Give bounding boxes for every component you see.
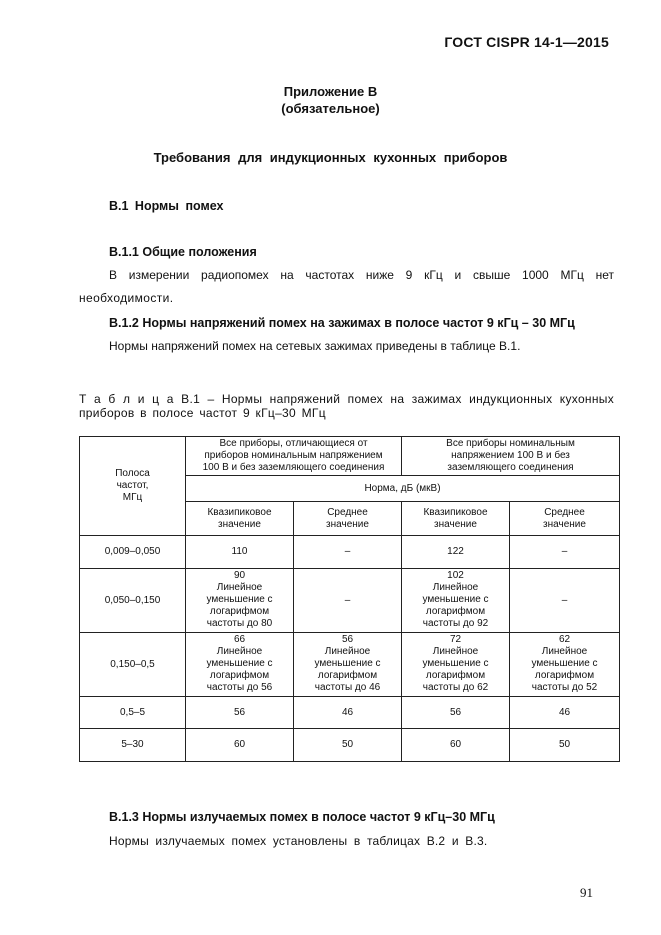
table-row (80, 729, 620, 762)
subheader-average-1: Среднее значение (294, 502, 402, 536)
cell-value: 56 (402, 697, 510, 729)
table-row (80, 569, 620, 633)
cell-frequency: 0,009–0,050 (80, 536, 186, 569)
cell-value: 46 (294, 697, 402, 729)
cell-value: 66 Линейное уменьшение с логарифмом частоты до 56 (186, 633, 294, 697)
table-row (80, 536, 620, 569)
section-title: Требования для индукционных кухонных приборов (153, 150, 508, 165)
cell-value: 72 Линейное уменьшение с логарифмом частоты до 62 (402, 633, 510, 697)
cell-value: 56 Линейное уменьшение с логарифмом частоты до 46 (294, 633, 402, 697)
header-frequency-band: Полоса частот, МГц (80, 437, 186, 536)
subheader-quasipeak-1: Квазипиковое значение (186, 502, 294, 536)
heading-b13: В.1.3 Нормы излучаемых помех в полосе частот 9 кГц–30 МГц (109, 810, 495, 824)
annex-status: (обязательное) (281, 101, 380, 116)
cell-value: – (294, 536, 402, 569)
table-row (80, 633, 620, 697)
cell-value: – (510, 569, 620, 633)
cell-value: 90 Линейное уменьшение с логарифмом частоты до 80 (186, 569, 294, 633)
cell-value: – (510, 536, 620, 569)
paragraph-b12: Нормы напряжений помех на сетевых зажимах приведены в таблице В.1. (109, 339, 521, 353)
cell-value: 56 (186, 697, 294, 729)
cell-frequency: 0,5–5 (80, 697, 186, 729)
header-group-other-devices: Все приборы, отличающиеся от приборов номинальным напряжением 100 В и без заземляющего соединения (186, 437, 402, 476)
cell-value: 50 (294, 729, 402, 762)
cell-value: 122 (402, 536, 510, 569)
subheader-quasipeak-2: Квазипиковое значение (402, 502, 510, 536)
page-number: 91 (580, 885, 593, 900)
paragraph-b13: Нормы излучаемых помех установлены в таблицах В.2 и В.3. (109, 834, 488, 848)
cell-frequency: 5–30 (80, 729, 186, 762)
cell-value: 110 (186, 536, 294, 569)
document-header-id: ГОСТ CISPR 14-1—2015 (444, 34, 609, 50)
subheader-average-2: Среднее значение (510, 502, 620, 536)
cell-value: 46 (510, 697, 620, 729)
cell-value: 60 (402, 729, 510, 762)
table-caption-line2: приборов в полосе частот 9 кГц–30 МГц (79, 406, 326, 420)
cell-value: 50 (510, 729, 620, 762)
cell-value: 60 (186, 729, 294, 762)
cell-frequency: 0,150–0,5 (80, 633, 186, 697)
heading-b11: В.1.1 Общие положения (109, 245, 257, 259)
paragraph-b11-line2: необходимости. (79, 291, 174, 305)
paragraph-b11-line1: В измерении радиопомех на частотах ниже 9 кГц и свыше 1000 МГц нет (109, 268, 614, 282)
table-caption-line1: Т а б л и ц а В.1 – Нормы напряжений помех на зажимах индукционных кухонных (79, 392, 614, 406)
heading-b1: В.1 Нормы помех (109, 199, 224, 213)
norms-table (79, 436, 620, 762)
cell-value: 62 Линейное уменьшение с логарифмом частоты до 52 (510, 633, 620, 697)
cell-value: 102 Линейное уменьшение с логарифмом частоты до 92 (402, 569, 510, 633)
annex-title: Приложение В (283, 84, 378, 99)
cell-frequency: 0,050–0,150 (80, 569, 186, 633)
cell-value: – (294, 569, 402, 633)
heading-b12: В.1.2 Нормы напряжений помех на зажимах в полосе частот 9 кГц – 30 МГц (109, 316, 575, 330)
header-group-100v-devices: Все приборы номинальным напряжением 100 В и без заземляющего соединения (402, 437, 620, 476)
table-row (80, 697, 620, 729)
header-norm-db: Норма, дБ (мкВ) (186, 476, 620, 502)
